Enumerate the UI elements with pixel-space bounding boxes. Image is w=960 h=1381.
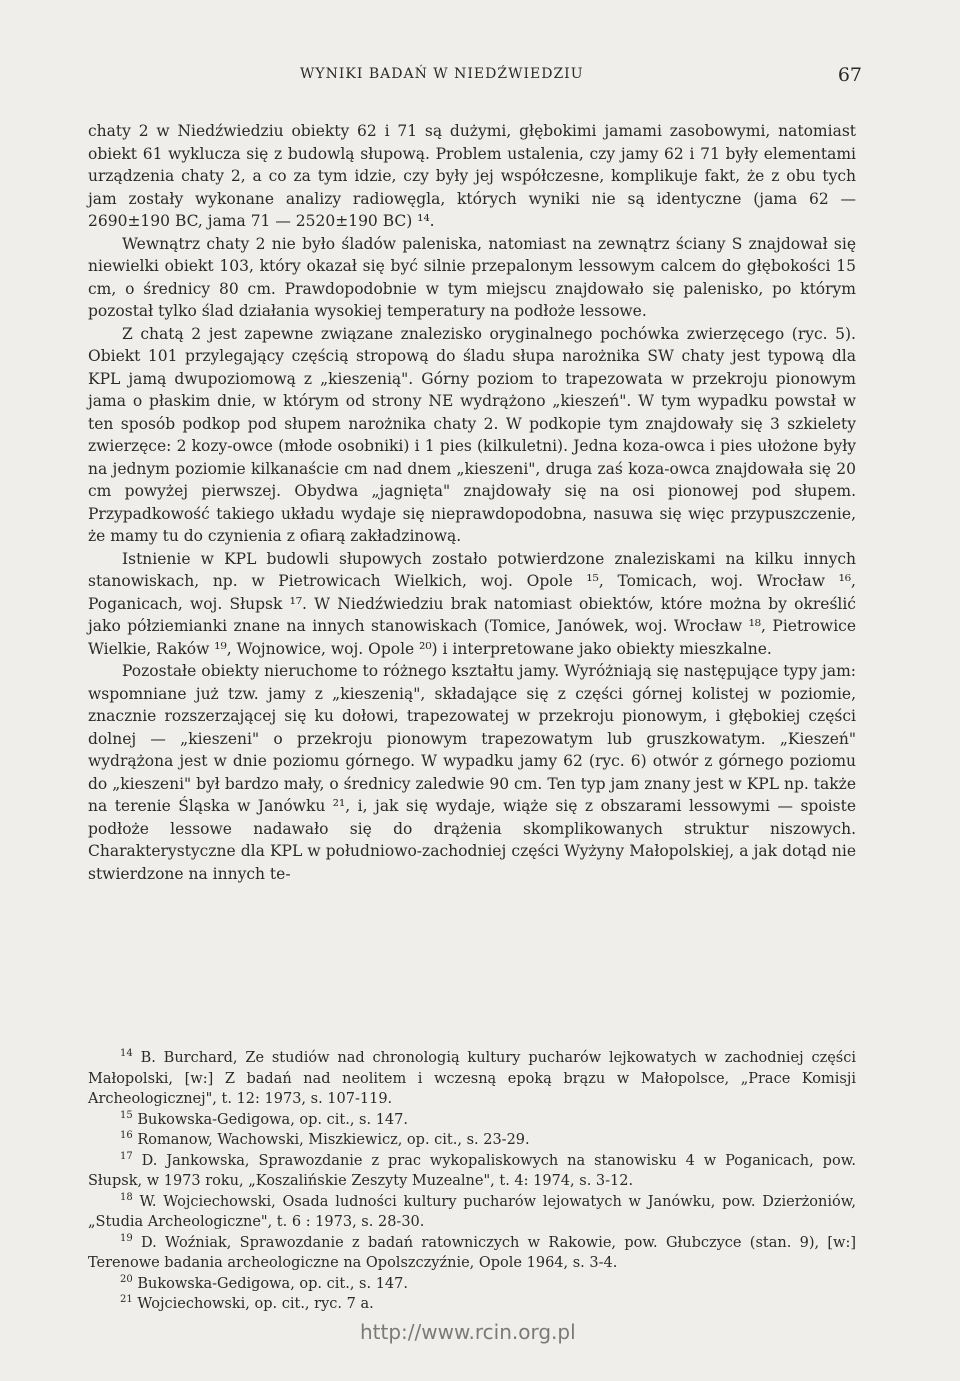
footnote-number: 14	[120, 1048, 133, 1060]
paragraph: Istnienie w KPL budowli słupowych zostało potwierdzone znaleziskami na kilku innych stanowiskach, np. w Pietrowicach Wielkich, woj. Opole ¹⁵, Tomicach, woj. Wrocław ¹⁶, Poganicach, woj. Słupsk ¹⁷. W Niedźwiedziu brak natomiast obiektów, które można by określić jako półziemianki znane na innych stanowiskach (Tomice, Janówek, woj. Wrocław ¹⁸, Pietrowice Wielkie, Raków ¹⁹, Wojnowice, woj. Opole ²⁰) i interpretowane jako obiekty mieszkalne.	[88, 549, 856, 658]
running-title: WYNIKI BADAŃ W NIEDŹWIEDZIU	[300, 66, 584, 82]
footnote	[88, 1110, 856, 1131]
paragraph: Z chatą 2 jest zapewne związane znalezisko oryginalnego pochówka zwierzęcego (ryc. 5). Obiekt 101 przylegający częścią stropową do śladu słupa narożnika SW chaty jest typową dla KPL jamą dwupoziomową z „kieszenią". Górny poziom to trapezowata w przekroju pionowym jama o płaskim dnie, w którym od strony NE wydrążono „kieszeń". W tym wypadku powstał w ten sposób podkop pod słupem narożnika chaty 2. W podkopie tym znajdowały się 3 szkielety zwierzęce: 2 kozy-owce (młode osobniki) i 1 pies (kilkuletni). Jedna koza-owca i pies ułożone były na jednym poziomie kilkanaście cm nad dnem „kieszeni", druga zaś koza-owca znajdowała się 20 cm powyżej pierwszej. Obydwa „jagnięta" znajdowały się na osi pionowej pod słupem. Przypadkowość takiego układu wydaje się nieprawdopodobna, nasuwa się więc przypuszczenie, że mamy tu do czynienia z ofiarą zakładzinową.	[88, 324, 856, 545]
footnote-number: 21	[120, 1294, 133, 1306]
footnote-number: 20	[120, 1273, 133, 1285]
footnote	[88, 1192, 856, 1233]
footnote	[88, 1274, 856, 1295]
footnote-text: D. Woźniak, Sprawozdanie z badań ratowniczych w Rakowie, pow. Głubczyce (stan. 9), [w:] Terenowe badania archeologiczne na Opolszczyźnie, Opole 1964, s. 3-4.	[88, 1234, 857, 1271]
footnote	[88, 1233, 856, 1274]
footnote-text: Wojciechowski, op. cit., ryc. 7 a.	[137, 1296, 374, 1312]
footnote	[88, 1151, 856, 1192]
paragraph: Wewnątrz chaty 2 nie było śladów paleniska, natomiast na zewnątrz ściany S znajdował się niewielki obiekt 103, który okazał się być silnie przepalonym lessowym calcem do głębokości 15 cm, o średnicy 80 cm. Prawdopodobnie w tym miejscu znajdowało się palenisko, po którym pozostał tylko ślad działania wysokiej temperatury na podłoże lessowe.	[88, 234, 856, 320]
main-text	[88, 120, 856, 885]
footnote-text: B. Burchard, Ze studiów nad chronologią kultury pucharów lejkowatych w zachodniej części Małopolski, [w:] Z badań nad neolitem i wczesną epoką brązu w Małopolsce, „Prace Komisji Archeologicznej", t. 12: 1973, s. 107-119.	[88, 1050, 856, 1107]
footnote-text: D. Jankowska, Sprawozdanie z prac wykopaliskowych na stanowisku 4 w Poganicach, pow. Słupsk, w 1973 roku, „Koszalińskie Zeszyty Muzealne", t. 4: 1974, s. 3-12.	[88, 1152, 856, 1189]
watermark-url: http://www.rcin.org.pl	[360, 1320, 576, 1344]
paragraph: Pozostałe obiekty nieruchome to różnego kształtu jamy. Wyróżniają się następujące typy jam: wspomniane już tzw. jamy z „kieszenią", składające się z części górnej kolistej w poziomie, znacznie rozszerzającej się ku dołowi, trapezowatej w przekroju pionowym, i głębokiej części dolnej — „kieszeni" o przekroju pionowym trapezowatym lub gruszkowatym. „Kieszeń" wydrążona jest w dnie poziomu górnego. W wypadku jamy 62 (ryc. 6) otwór z górnego poziomu do „kieszeni" był bardzo mały, o średnicy zaledwie 90 cm. Ten typ jam znany jest w KPL np. także na terenie Śląska w Janówku ²¹, i, jak się wydaje, wiąże się z obszarami lessowymi — spoiste podłoże lessowe nadawało się do drążenia skomplikowanych struktur niszowych. Charakterystyczne dla KPL w południowo-zachodniej części Wyżyny Małopolskiej, a jak dotąd nie stwierdzone na innych te-	[88, 662, 856, 883]
footnote-text: Bukowska-Gedigowa, op. cit., s. 147.	[137, 1275, 408, 1292]
footnote-number: 19	[120, 1232, 133, 1244]
footnote-text: Romanow, Wachowski, Miszkiewicz, op. cit., s. 23-29.	[137, 1132, 530, 1148]
footnote-text: Bukowska-Gedigowa, op. cit., s. 147.	[137, 1111, 408, 1128]
paragraph: chaty 2 w Niedźwiedziu obiekty 62 i 71 są dużymi, głębokimi jamami zasobowymi, natomiast obiekt 61 wyklucza się z budowlą słupową. Problem ustalenia, czy jamy 62 i 71 były elementami urządzenia chaty 2, a co za tym idzie, czy były jej współczesne, komplikuje fakt, że z obu tych jam zostały wykonane analizy radiowęgla, których wyniki nie są identyczne (jama 62 — 2690±190 BC, jama 71 — 2520±190 BC) ¹⁴.	[88, 122, 856, 230]
footnote-number: 15	[120, 1109, 133, 1121]
footnotes	[88, 1048, 856, 1315]
footnote	[88, 1048, 856, 1110]
footnote	[88, 1294, 856, 1315]
footnote-text: W. Wojciechowski, Osada ludności kultury pucharów lejowatych w Janówku, pow. Dzierżoniów, „Studia Archeologiczne", t. 6 : 1973, s. 28-30.	[88, 1193, 857, 1230]
footnote	[88, 1130, 856, 1151]
footnote-number: 17	[120, 1150, 133, 1162]
footnote-number: 16	[120, 1130, 133, 1142]
page-number: 67	[837, 64, 862, 86]
footnote-number: 18	[120, 1191, 133, 1203]
